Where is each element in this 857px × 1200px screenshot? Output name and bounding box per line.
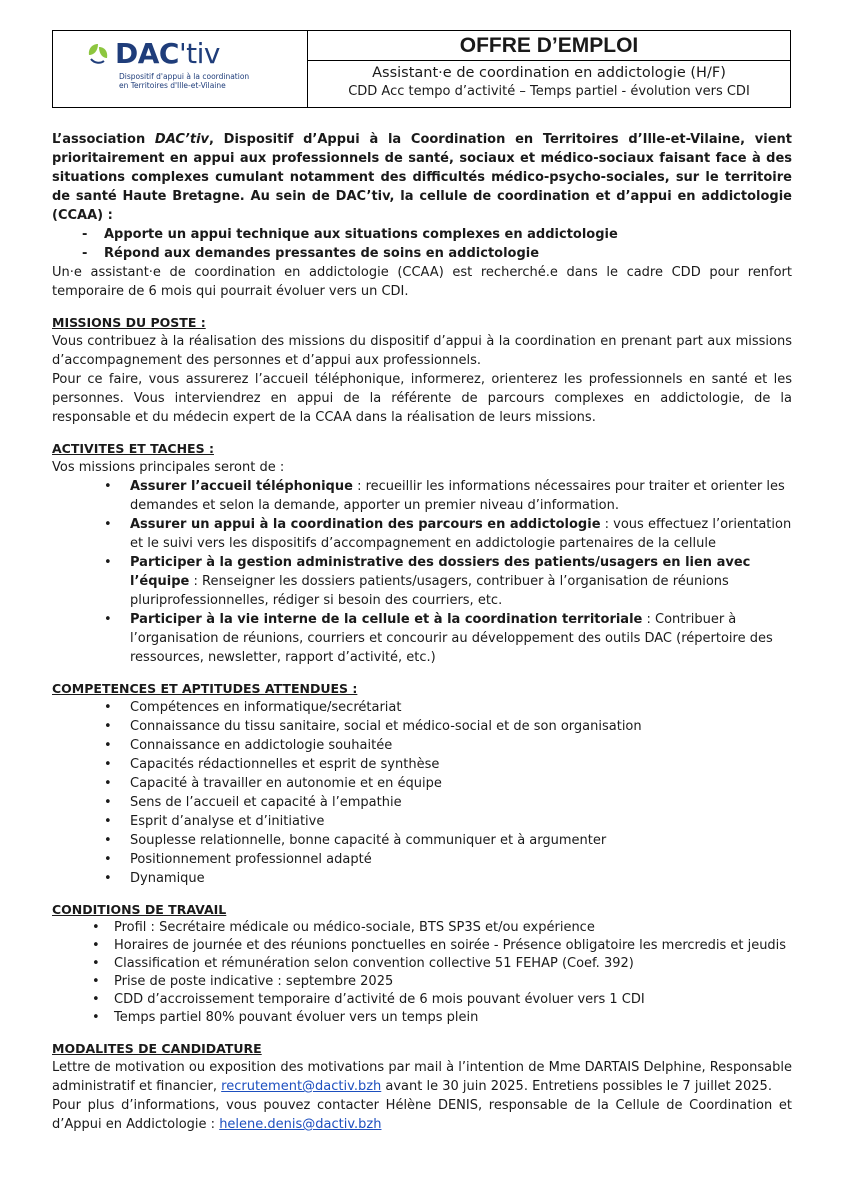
conditions-list xyxy=(52,919,792,1027)
list-item: • Capacités rédactionnelles et esprit de synthèse xyxy=(104,755,792,774)
intro-paragraph: L’association DAC’tiv, Dispositif d’Appui à la Coordination en Territoires d’Ille-et-Vilaine, vient prioritairement en appui aux professionnels de santé, sociaux et médico-sociaux faisant face à des situations complexes cumulant notamment des difficultés médico-psycho-sociales, sur le territoire de santé Haute Bretagne. Au sein de DAC’tiv, la cellule de coordination et d’appui en addictologie (CCAA) : xyxy=(52,132,792,223)
missions-heading: MISSIONS DU POSTE : xyxy=(52,315,206,330)
list-item: • Sens de l’accueil et capacité à l’empathie xyxy=(104,793,792,812)
page-title: OFFRE D’EMPLOI xyxy=(308,31,790,61)
skills-list xyxy=(52,698,792,888)
list-item: • Positionnement professionnel adapté xyxy=(104,850,792,869)
list-item: • Temps partiel 80% pouvant évoluer vers un temps plein xyxy=(92,1009,792,1027)
list-item: • Esprit d’analyse et d’initiative xyxy=(104,812,792,831)
list-item: • Prise de poste indicative : septembre 2025 xyxy=(92,973,792,991)
job-offer-page xyxy=(52,30,792,1134)
list-item: • Assurer l’accueil téléphonique : recueillir les informations nécessaires pour traiter et orienter les demandes et selon la demande, apporter un premier niveau d’information. xyxy=(104,477,792,515)
list-item: • Assurer un appui à la coordination des parcours en addictologie : vous effectuez l’orientation et le suivi vers les dispositifs d’accompagnement en addictologie partenaires de la cellule xyxy=(104,515,792,553)
logo-leaf-icon xyxy=(85,41,111,67)
recruitment-paragraph: Un·e assistant·e de coordination en addictologie (CCAA) est recherché.e dans le cadre CDD pour renfort temporaire de 6 mois qui pourrait évoluer vers un CDI. xyxy=(52,265,792,299)
job-title: Assistant·e de coordination en addictologie (H/F) xyxy=(372,65,726,81)
header-table xyxy=(52,30,791,108)
logo-tagline: Dispositif d'appui à la coordination en Territoires d'Ille-et-Vilaine xyxy=(119,72,250,90)
skills-heading: COMPETENCES ET APTITUDES ATTENDUES : xyxy=(52,681,358,696)
list-item: • Dynamique xyxy=(104,869,792,888)
list-item: • Compétences en informatique/secrétariat xyxy=(104,698,792,717)
list-item: • Connaissance du tissu sanitaire, social et médico-social et de son organisation xyxy=(104,717,792,736)
missions-paragraph-2: Pour ce faire, vous assurerez l’accueil téléphonique, informerez, orienterez les professionnels en santé et les personnes. Vous interviendrez en appui de la référente de parcours complexes en addictologie, de la responsable et du médecin expert de la CCAA dans la réalisation de leurs missions. xyxy=(52,372,792,425)
logo xyxy=(53,31,308,107)
application-paragraph-2: Pour plus d’informations, vous pouvez contacter Hélène DENIS, responsable de la Cellule de Coordination et d’Appui en Addictologie : helene.denis@dactiv.bzh xyxy=(52,1098,792,1132)
activities-list xyxy=(52,477,792,667)
activities-lead: Vos missions principales seront de : xyxy=(52,460,285,475)
title-block xyxy=(308,31,790,107)
list-item: • Participer à la gestion administrative des dossiers des patients/usagers en lien avec l’équipe : Renseigner les dossiers patients/usagers, contribuer à l’organisation de réunions pluriprofessionnelles, rédiger si besoin des courriers, etc. xyxy=(104,553,792,610)
list-item: - Répond aux demandes pressantes de soins en addictologie xyxy=(90,244,792,263)
list-item: • Profil : Secrétaire médicale ou médico-sociale, BTS SP3S et/ou expérience xyxy=(92,919,792,937)
activities-heading: ACTIVITES ET TACHES : xyxy=(52,441,214,456)
list-item: • CDD d’accroissement temporaire d’activité de 6 mois pouvant évoluer vers 1 CDI xyxy=(92,991,792,1009)
list-item: - Apporte un appui technique aux situations complexes en addictologie xyxy=(90,225,792,244)
logo-wordmark: DAC'tiv xyxy=(115,37,220,70)
ccaa-role-list xyxy=(52,225,792,263)
list-item: • Horaires de journée et des réunions ponctuelles en soirée - Présence obligatoire les mercredis et jeudis xyxy=(92,937,792,955)
contract-type: CDD Acc tempo d’activité – Temps partiel - évolution vers CDI xyxy=(348,84,750,99)
application-paragraph-1: Lettre de motivation ou exposition des motivations par mail à l’intention de Mme DARTAIS Delphine, Responsable administratif et financier, recrutement@dactiv.bzh avant le 30 juin 2025. Entretiens possibles le 7 juillet 2025. xyxy=(52,1060,792,1094)
list-item: • Capacité à travailler en autonomie et en équipe xyxy=(104,774,792,793)
list-item: • Souplesse relationnelle, bonne capacité à communiquer et à argumenter xyxy=(104,831,792,850)
application-heading: MODALITES DE CANDIDATURE xyxy=(52,1041,262,1056)
missions-paragraph-1: Vous contribuez à la réalisation des missions du dispositif d’appui à la coordination en prenant part aux missions d’accompagnement des personnes et d’appui aux professionnels. xyxy=(52,334,792,368)
conditions-heading: CONDITIONS DE TRAVAIL xyxy=(52,902,227,917)
document-body xyxy=(52,130,792,1134)
contact-email-link[interactable]: helene.denis@dactiv.bzh xyxy=(219,1117,382,1132)
list-item: • Participer à la vie interne de la cellule et à la coordination territoriale : Contribuer à l’organisation de réunions, courriers et concourir au développement des outils DAC (répertoire des ressources, newsletter, rapport d’activité, etc.) xyxy=(104,610,792,667)
list-item: • Classification et rémunération selon convention collective 51 FEHAP (Coef. 392) xyxy=(92,955,792,973)
list-item: • Connaissance en addictologie souhaitée xyxy=(104,736,792,755)
recruitment-email-link[interactable]: recrutement@dactiv.bzh xyxy=(221,1079,382,1094)
